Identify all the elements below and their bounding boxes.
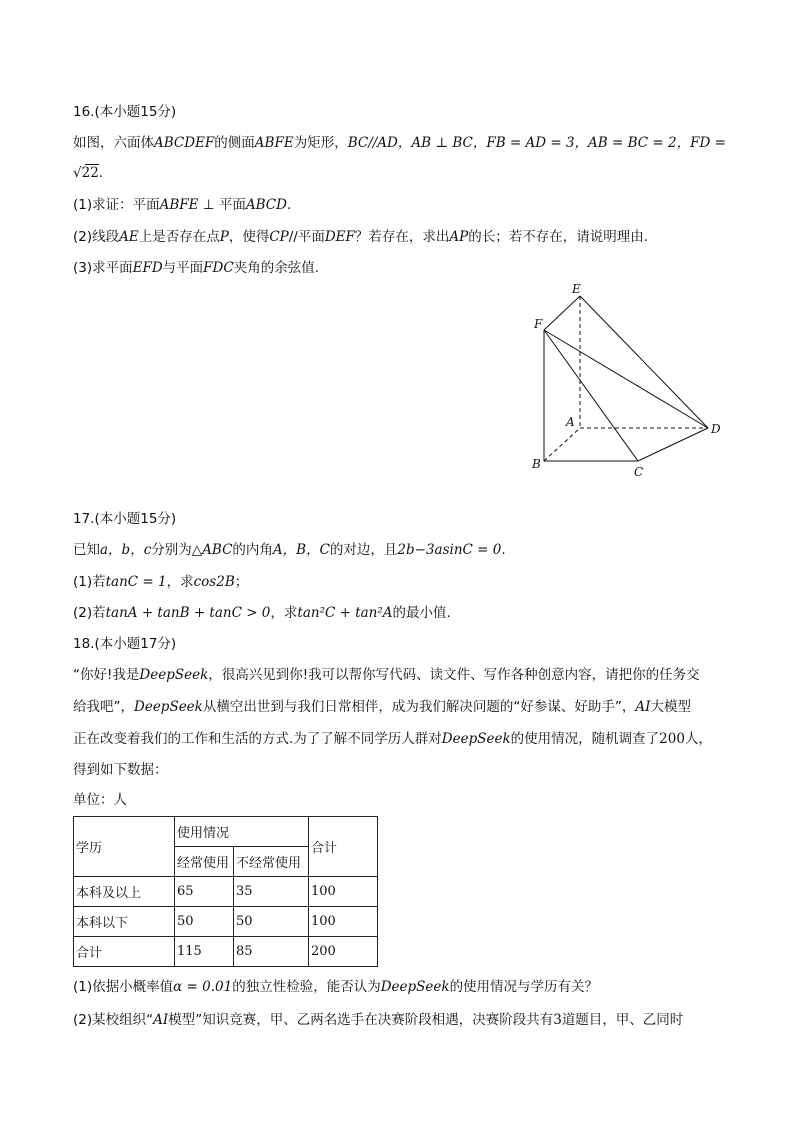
q18-text: 大模型 bbox=[650, 699, 691, 715]
q18-ai: AI bbox=[635, 699, 651, 715]
q17-intro-text: 已知 bbox=[73, 542, 100, 558]
vertex-label-F: F bbox=[534, 317, 543, 331]
q18-text: 的使用情况，随机调查了 bbox=[510, 731, 660, 747]
subheader-frequent: 经常使用 bbox=[175, 847, 234, 877]
q16-p1-text: ⊥ 平面 bbox=[198, 197, 246, 213]
q17-sides: a，b，c bbox=[100, 542, 152, 558]
q18-text: 正在改变着我们的工作和生活的方式.为了了解不同学历人群对 bbox=[73, 731, 442, 747]
q18-p1-text: 的使用情况与学历有关？ bbox=[449, 979, 599, 995]
q17-intro-text: . bbox=[501, 542, 506, 558]
vertex-label-D: D bbox=[711, 422, 721, 436]
cell-total: 200 bbox=[309, 937, 378, 967]
q16-p3-plane: FDC bbox=[203, 260, 234, 276]
cell-total: 100 bbox=[309, 907, 378, 937]
col-header-total: 合计 bbox=[309, 817, 378, 877]
q16-face-name: ABFE bbox=[254, 135, 294, 151]
q16-p1-text: (1)求证：平面 bbox=[73, 197, 160, 213]
q16-conditions: BC//AD，AB ⊥ BC，FB = AD = 3，AB = BC = 2，FD = bbox=[347, 135, 726, 151]
q18-deepseek: DeepSeek bbox=[139, 667, 209, 683]
q16-intro-text: 如图，六面体 bbox=[73, 135, 154, 151]
row-label: 合计 bbox=[74, 937, 175, 967]
q18-p2-text: (2)某校组织“ bbox=[73, 1012, 154, 1028]
q17-p1-text: ，求 bbox=[166, 574, 194, 590]
q17-p2-math: tanA + tanB + tanC > 0 bbox=[105, 605, 271, 621]
q16-p2-text: ？若存在，求出 bbox=[354, 229, 450, 245]
q18-header: 18.(本小题17分) bbox=[73, 636, 177, 652]
q16-part2 bbox=[73, 227, 648, 247]
edge-CD bbox=[638, 428, 708, 461]
q16-p3-plane: EFD bbox=[132, 260, 163, 276]
q17-intro-text: 分别为 bbox=[151, 542, 192, 558]
q16-p3-text: (3)求平面 bbox=[73, 260, 133, 276]
edge-FD bbox=[544, 330, 708, 428]
q17-intro-text: 的对边，且 bbox=[329, 542, 398, 558]
cell-frequent: 115 bbox=[175, 937, 234, 967]
solid-figure bbox=[520, 278, 730, 483]
q16-p1-plane: ABCD bbox=[245, 197, 287, 213]
q16-p2-math: CP bbox=[269, 229, 289, 245]
q18-number: 3 bbox=[553, 1012, 562, 1028]
q17-p1-math: cos2B bbox=[193, 574, 235, 590]
q17-header: 17.(本小题15分) bbox=[73, 511, 177, 527]
q18-text-line2 bbox=[73, 697, 691, 717]
vertex-label-C: C bbox=[634, 465, 644, 479]
subheader-infrequent: 不经常使用 bbox=[234, 847, 309, 877]
edge-FE bbox=[544, 296, 580, 330]
vertex-label-E: E bbox=[572, 282, 581, 296]
col-header-usage: 使用情况 bbox=[175, 817, 309, 847]
q16-intro-cont bbox=[73, 163, 103, 183]
q18-text-line3 bbox=[73, 729, 712, 749]
q17-intro bbox=[73, 540, 506, 560]
q17-triangle: △ABC bbox=[191, 542, 233, 558]
cell-infrequent: 50 bbox=[234, 907, 309, 937]
hexahedron-diagram bbox=[520, 278, 730, 483]
q16-p2-math: AE bbox=[119, 229, 139, 245]
q17-p2-math: tan²C + tan²A bbox=[297, 605, 393, 621]
q16-p1-plane: ABFE bbox=[159, 197, 199, 213]
q18-part2 bbox=[73, 1010, 683, 1030]
q16-part1 bbox=[73, 195, 291, 215]
q18-p1-alpha: α = 0.01 bbox=[173, 979, 233, 995]
q18-p1-text: (1)依据小概率值 bbox=[73, 979, 174, 995]
q18-p2-text: 道题目，甲、乙同时 bbox=[561, 1012, 684, 1028]
q16-part3 bbox=[73, 258, 319, 278]
sqrt-radicand: 22 bbox=[81, 165, 99, 181]
q18-deepseek: DeepSeek bbox=[441, 731, 511, 747]
q18-number: 200 bbox=[659, 731, 685, 747]
table-row bbox=[74, 877, 378, 907]
q16-p1-text: . bbox=[286, 197, 292, 213]
cell-frequent: 50 bbox=[175, 907, 234, 937]
q16-p2-text: 的长；若不存在，请说明理由. bbox=[468, 229, 649, 245]
q16-header: 16.(本小题15分) bbox=[73, 104, 177, 120]
edge-FC bbox=[544, 330, 638, 461]
q16-intro-text: 为矩形， bbox=[293, 135, 348, 151]
q18-text: ，很高兴见到你!我可以帮你写代码、读文件、写作各种创意内容，请把你的任务交 bbox=[208, 667, 700, 683]
q18-deepseek: DeepSeek bbox=[134, 699, 203, 715]
q16-p3-text: 夹角的余弦值. bbox=[233, 260, 319, 276]
edge-BA-hidden bbox=[544, 428, 580, 461]
q16-solid-name: ABCDEF bbox=[154, 135, 215, 151]
table-header-row bbox=[74, 817, 378, 847]
q17-part1 bbox=[73, 572, 248, 592]
q18-unit: 单位：人 bbox=[73, 792, 127, 808]
q16-sqrt bbox=[73, 163, 99, 183]
cell-infrequent: 85 bbox=[234, 937, 309, 967]
q16-period: . bbox=[98, 165, 104, 181]
q16-p2-text: ，使得 bbox=[228, 229, 270, 245]
q18-p1-text: 的独立性检验，能否认为 bbox=[232, 979, 381, 995]
q16-p2-text: 上是否存在点 bbox=[138, 229, 220, 245]
q17-part2 bbox=[73, 603, 451, 623]
q18-text-line1 bbox=[73, 665, 700, 685]
q18-text: 给我吧”， bbox=[73, 699, 134, 715]
q16-intro bbox=[73, 133, 726, 153]
sqrt-symbol: √ bbox=[73, 165, 82, 181]
q16-p3-text: 与平面 bbox=[162, 260, 204, 276]
vertex-label-A: A bbox=[566, 415, 575, 429]
q17-p1-math: tanC = 1 bbox=[105, 574, 167, 590]
q16-p2-math: DEF bbox=[324, 229, 355, 245]
q17-equation: 2b−3asinC = 0 bbox=[397, 542, 502, 558]
survey-table bbox=[73, 816, 378, 967]
q18-part1 bbox=[73, 977, 598, 997]
q17-p2-text: (2)若 bbox=[73, 605, 106, 621]
q17-p1-text: ； bbox=[234, 574, 249, 590]
cell-frequent: 65 bbox=[175, 877, 234, 907]
edge-ED bbox=[580, 296, 708, 428]
q17-p1-text: (1)若 bbox=[73, 574, 106, 590]
row-label: 本科以下 bbox=[74, 907, 175, 937]
cell-infrequent: 35 bbox=[234, 877, 309, 907]
q17-p2-text: 的最小值. bbox=[392, 605, 451, 621]
row-label: 本科及以上 bbox=[74, 877, 175, 907]
table-row bbox=[74, 937, 378, 967]
q18-text: “你好!我是 bbox=[73, 667, 140, 683]
q18-ai: AI bbox=[153, 1012, 169, 1028]
q18-text: 从横空出世到与我们日常相伴，成为我们解决问题的“好参谋、好助手”， bbox=[202, 699, 636, 715]
q18-deepseek: DeepSeek bbox=[380, 979, 450, 995]
q18-text: 人， bbox=[684, 731, 712, 747]
q17-intro-text: 的内角 bbox=[232, 542, 273, 558]
vertex-label-B: B bbox=[532, 457, 541, 471]
q16-p2-text: //平面 bbox=[288, 229, 325, 245]
table-row bbox=[74, 907, 378, 937]
q17-p2-text: ，求 bbox=[270, 605, 298, 621]
q17-angles: A，B，C bbox=[272, 542, 330, 558]
q18-text-line4: 得到如下数据： bbox=[73, 762, 168, 778]
q18-p2-text: 模型”知识竞赛，甲、乙两名选手在决赛阶段相遇，决赛阶段共有 bbox=[168, 1012, 554, 1028]
col-header-education: 学历 bbox=[74, 817, 175, 877]
cell-total: 100 bbox=[309, 877, 378, 907]
q16-p2-math: P bbox=[219, 229, 229, 245]
q16-p2-math: AP bbox=[449, 229, 469, 245]
q16-intro-text: 的侧面 bbox=[214, 135, 255, 151]
q16-p2-text: (2)线段 bbox=[73, 229, 120, 245]
